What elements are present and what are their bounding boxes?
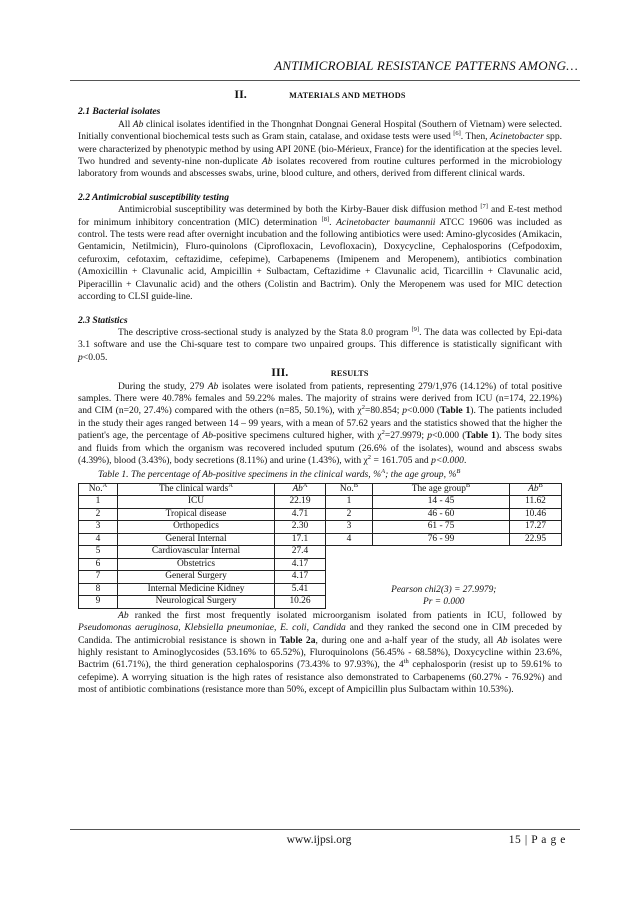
- paragraph-susceptibility: Antimicrobial susceptibility was determined by both the Kirby-Bauer disk diffusion method [7] and E-test method for minimum inhibitory concentration (MIC) determination [8]. Acinetobacter baumannii ATCC 19606 was included as control. The tests were read after overnight incubation and the following antibiotics were used: Amino-glycosides (Amikacin, Gentamicin, Netilmicin), Fluro-quinolons (Ciprofloxacin, Levofloxacin), Doxycycline, Cephalosporins (Cefpodoxim, cefuroxim, cefotaxim, ceftazidime, cefepime), Carbapenems (Imipenem and Meropenem), antibiotics combination (Amoxicillin + Clavunalic acid, Ampicillin + Sulbactam, Ceftazidime + Clavunalic acid, Ticarcillin + Clavunalic acid, Piperacillin + Clavunalic acid) and the others (Colistin and Bactrim). Only the Meropenem was used for MIC detection according to CLSI guide-line.: [78, 203, 563, 303]
- cell-ward-name: Tropical disease: [118, 508, 275, 521]
- cell-age-group: 14 - 45: [373, 496, 510, 509]
- cell-ward-name: General Surgery: [118, 571, 275, 584]
- cell-age-no: 4: [326, 533, 373, 546]
- cell-ward-name: Obstetrics: [118, 558, 275, 571]
- table-header-row: [79, 483, 562, 496]
- section-heading-materials: [78, 88, 562, 102]
- cell-age-group: 76 - 99: [373, 533, 510, 546]
- cell-ward-ab: 5.41: [275, 583, 326, 596]
- running-header: ANTIMICROBIAL RESISTANCE PATTERNS AMONG…: [274, 58, 578, 73]
- section-heading-results: [78, 366, 562, 380]
- paragraph-results-1: During the study, 279 Ab isolates were isolated from patients, representing 279/1,976 (14.12%) of total positive samples. There were 40.78% females and 59.22% males. The majority of strains were derived from ICU (n=174, 22.19%) and CIM (n=20, 27.4%) compared with the others (n=85, 50.1%), with $\chi^2=80.854$; p<0.000 (Table 1). The patients included in the study their ages ranged between 14 – 99 years, with a mean of 57.62 years and the statistics showed that the higher the patient's age, the percentage of Ab-positive specimens cultured higher, with $\chi^2=27.9979$; p<0.000 (Table 1). The body sites and fluids from which the organism was recovered included sputum (26.6% of the isolates), wound and abscess swabs (4.39%), blood (3.43%), body secretions (8.11%) and urine (1.43%), with $\chi^2 = 161.705$ and p<0.000.: [78, 380, 563, 466]
- cell-ward-no: 7: [79, 571, 118, 584]
- pearson-line-2: Pr = 0.000: [423, 596, 465, 607]
- col-header-wards: The clinical wards$^A$: [118, 483, 275, 496]
- subheading-bacterial-isolates: 2.1 Bacterial isolates: [78, 106, 161, 118]
- cell-ward-no: 8: [79, 583, 118, 596]
- pearson-line-1: Pearson chi2(3) = 27.9979;: [391, 585, 497, 596]
- cell-ward-ab: 4.17: [275, 571, 326, 584]
- cell-ward-no: 2: [79, 508, 118, 521]
- cell-age-ab: 10.46: [510, 508, 562, 521]
- col-header-age-group: The age group$^B$: [373, 483, 510, 496]
- cell-ward-ab: 27.4: [275, 546, 326, 559]
- table-row: [79, 496, 562, 509]
- cell-age-no: 3: [326, 521, 373, 534]
- cell-ward-ab: 22.19: [275, 496, 326, 509]
- section-title: MATERIALS AND METHODS: [289, 91, 406, 100]
- cell-ward-ab: 2.30: [275, 521, 326, 534]
- pearson-chi2-note: [326, 546, 562, 609]
- col-header-ab-a: $Ab^A$: [275, 483, 326, 496]
- cell-ward-name: Neurological Surgery: [118, 596, 275, 609]
- col-header-no-a: No.$^A$: [79, 483, 118, 496]
- cell-age-ab: 17.27: [510, 521, 562, 534]
- footer-page-number: 15 | P a g e: [508, 834, 566, 846]
- cell-ward-no: 9: [79, 596, 118, 609]
- cell-ward-ab: 10.26: [275, 596, 326, 609]
- cell-age-group: 46 - 60: [373, 508, 510, 521]
- footer-url: www.ijpsi.org: [286, 834, 352, 846]
- table-row: [79, 533, 562, 546]
- paragraph-bacterial-isolates: All Ab clinical isolates identified in the Thongnhat Dongnai General Hospital (Southern of Vietnam) were selected. Initially conventional biochemical tests such as Gram stain, catalase, and oxidase tests were used [6]. Then, Acinetobacter spp. were characterized by phenotypic method by using API 20NE (bio-Mérieux, France) for the identification at the species level. Two hundred and seventy-nine non-duplicate Ab isolates recovered from routine cultures performed in the microbiology laboratory from wounds and abscesses swabs, urine, blood culture, and others, derived from different clinical wards.: [78, 118, 563, 180]
- page-content: [78, 88, 562, 697]
- cell-age-ab: 22.95: [510, 533, 562, 546]
- table-caption: Table 1. The percentage of Ab-positive specimens in the clinical wards, %$^A$; the age group, %$^B$: [98, 468, 461, 481]
- col-header-ab-b: $Ab^B$: [510, 483, 562, 496]
- cell-age-group: 61 - 75: [373, 521, 510, 534]
- table-row: [79, 508, 562, 521]
- cell-ward-no: 3: [79, 521, 118, 534]
- cell-ward-no: 6: [79, 558, 118, 571]
- table-1: [78, 483, 562, 609]
- paragraph-results-2: Ab ranked the first most frequently isolated microorganism isolated from patients in ICU, followed by Pseudomonas aeruginosa, Klebsiella pneumoniae, E. coli, Candida and they ranked the second one in CIM preceded by Candida. The antimicrobial resistance is shown in Table 2a, during one and a-half year of the study, all Ab isolates were highly resistant to Aminoglycosides (53.16% to 65.52%), Fluroquinolons (56.45% - 68.58%), Doxycycline within 23.6%, Bactrim (61.71%), the third generation cephalosporins (73.43% to 97.93%), the 4th cephalosporin (resist up to 59.61% to cefepime). A worrying situation is the high rates of resistance also demonstrated to Carbapenems (60.27% - 76.92%) and most of antibiotic combinations (resistance more than 50%, except of Ampicillin plus Sulbactam within 10.53%).: [78, 609, 563, 696]
- cell-ward-no: 5: [79, 546, 118, 559]
- table-row: [79, 521, 562, 534]
- subheading-susceptibility: 2.2 Antimicrobial susceptibility testing: [78, 191, 230, 203]
- header-rule: [70, 80, 580, 81]
- cell-ward-name: ICU: [118, 496, 275, 509]
- cell-ward-ab: 4.17: [275, 558, 326, 571]
- footer-rule: [70, 829, 580, 830]
- cell-ward-name: Orthopedics: [118, 521, 275, 534]
- cell-age-no: 1: [326, 496, 373, 509]
- cell-ward-no: 1: [79, 496, 118, 509]
- subheading-statistics: 2.3 Statistics: [78, 314, 128, 326]
- cell-ward-name: General Internal: [118, 533, 275, 546]
- section-number: III.: [271, 365, 289, 380]
- section-title: RESULTS: [330, 369, 369, 379]
- cell-ward-name: Cardiovascular Internal: [118, 546, 275, 559]
- cell-age-no: 2: [326, 508, 373, 521]
- cell-ward-ab: 17.1: [275, 533, 326, 546]
- table-row: [79, 546, 562, 559]
- cell-ward-no: 4: [79, 533, 118, 546]
- section-number: II.: [234, 87, 247, 101]
- cell-ward-ab: 4.71: [275, 508, 326, 521]
- paragraph-statistics: The descriptive cross-sectional study is analyzed by the Stata 8.0 program [9]. The data was collected by Epi-data 3.1 software and use the Chi-square test to compare two unpaired groups. This difference is statistically significant with p<0.05.: [78, 325, 562, 363]
- cell-age-ab: 11.62: [510, 496, 562, 509]
- col-header-no-b: No.$^B$: [326, 483, 373, 496]
- cell-ward-name: Internal Medicine Kidney: [118, 583, 275, 596]
